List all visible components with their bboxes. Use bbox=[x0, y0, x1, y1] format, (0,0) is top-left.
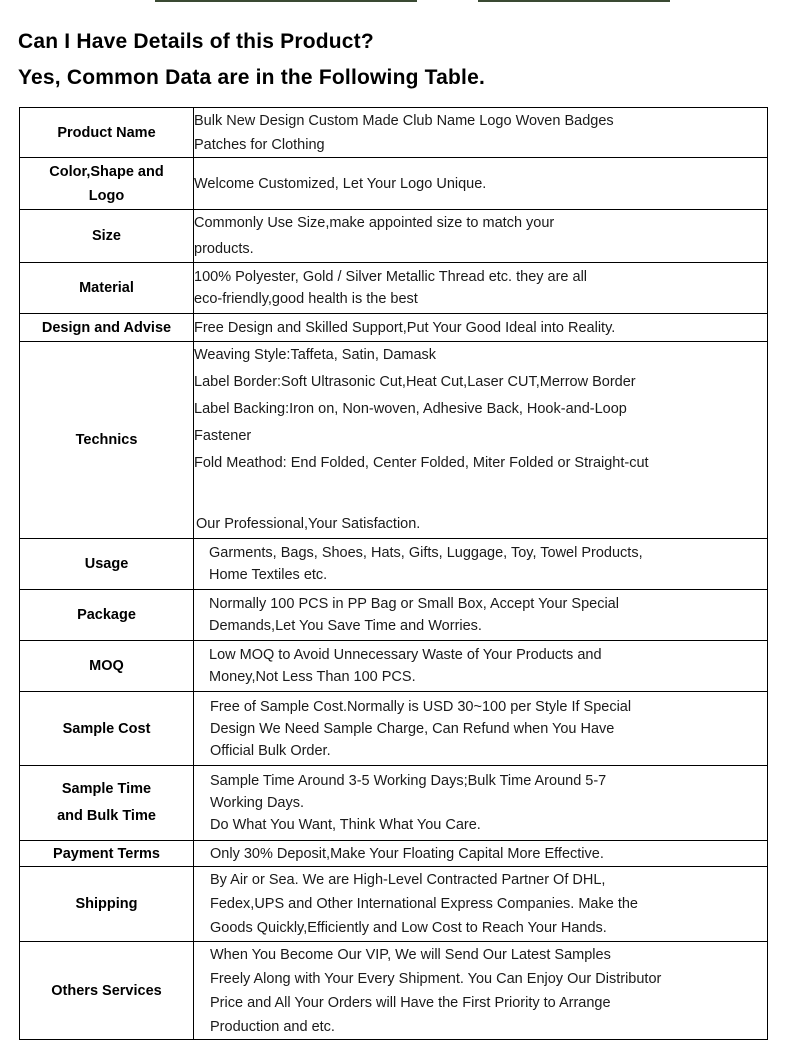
row-value bbox=[194, 590, 768, 641]
value-line: Do What You Want, Think What You Care. bbox=[210, 817, 481, 833]
value-line: Official Bulk Order. bbox=[210, 742, 331, 759]
value-line: eco-friendly,good health is the best bbox=[194, 291, 418, 307]
label-line: and Bulk Time bbox=[57, 808, 156, 824]
value-line: Demands,Let You Save Time and Worries. bbox=[209, 618, 482, 634]
row-value bbox=[194, 942, 768, 1040]
table-row bbox=[20, 942, 768, 1040]
row-label: Material bbox=[20, 263, 194, 314]
value-line: Working Days. bbox=[210, 795, 305, 811]
table-row bbox=[20, 263, 768, 314]
top-image-strip-left bbox=[155, 0, 417, 2]
value-line: Label Backing:Iron on, Non-woven, Adhesive Back, Hook-and-Loop bbox=[194, 401, 627, 417]
row-label: MOQ bbox=[20, 641, 194, 692]
table-row bbox=[20, 692, 768, 766]
table-row bbox=[20, 766, 768, 841]
value-line: Freely Along with Your Every Shipment. You Can Enjoy Our Distributor bbox=[210, 970, 662, 987]
table-row bbox=[20, 841, 768, 867]
value-line: Free of Sample Cost.Normally is USD 30~100 per Style If Special bbox=[210, 698, 632, 715]
row-label: Sample Cost bbox=[20, 692, 194, 766]
top-image-strip-right bbox=[478, 0, 670, 2]
table-row bbox=[20, 641, 768, 692]
value-line: Only 30% Deposit,Make Your Floating Capital More Effective. bbox=[210, 845, 604, 862]
value-line: Free Design and Skilled Support,Put Your Good Ideal into Reality. bbox=[194, 319, 616, 336]
row-value bbox=[194, 158, 768, 210]
value-line: By Air or Sea. We are High-Level Contracted Partner Of DHL, bbox=[210, 872, 606, 888]
row-value bbox=[194, 342, 768, 539]
value-line: Sample Time Around 3-5 Working Days;Bulk Time Around 5-7 bbox=[210, 773, 607, 789]
value-line: Garments, Bags, Shoes, Hats, Gifts, Luggage, Toy, Towel Products, bbox=[209, 545, 643, 561]
row-value bbox=[194, 766, 768, 841]
row-label: Design and Advise bbox=[20, 314, 194, 342]
value-line: Design We Need Sample Charge, Can Refund when You Have bbox=[210, 720, 615, 737]
value-line: Price and All Your Orders will Have the First Priority to Arrange bbox=[210, 994, 611, 1011]
value-line: Money,Not Less Than 100 PCS. bbox=[209, 669, 416, 685]
label-line: Sample Time bbox=[61, 781, 152, 797]
row-label: Payment Terms bbox=[20, 841, 194, 867]
value-line: Home Textiles etc. bbox=[209, 567, 328, 583]
row-value bbox=[194, 108, 768, 158]
row-value bbox=[194, 841, 768, 867]
value-line: products. bbox=[194, 241, 254, 257]
row-label: Size bbox=[20, 210, 194, 263]
row-label bbox=[20, 766, 194, 841]
row-label: Color,Shape and Logo bbox=[20, 158, 194, 210]
row-value bbox=[194, 210, 768, 263]
table-row bbox=[20, 108, 768, 158]
value-line: Welcome Customized, Let Your Logo Unique. bbox=[194, 175, 487, 192]
row-label: Others Services bbox=[20, 942, 194, 1040]
row-label: Product Name bbox=[20, 108, 194, 158]
page-subtitle: Yes, Common Data are in the Following Table. bbox=[18, 66, 485, 89]
page-title: Can I Have Details of this Product? bbox=[18, 30, 374, 53]
value-line: Our Professional,Your Satisfaction. bbox=[196, 516, 421, 532]
value-line: Fedex,UPS and Other International Express Companies. Make the bbox=[210, 896, 638, 912]
value-line: 100% Polyester, Gold / Silver Metallic Thread etc. they are all bbox=[194, 269, 588, 285]
table-row bbox=[20, 867, 768, 942]
row-label: Package bbox=[20, 590, 194, 641]
spacer bbox=[194, 477, 767, 511]
value-line: Goods Quickly,Efficiently and Low Cost to Reach Your Hands. bbox=[210, 920, 607, 936]
table-row bbox=[20, 539, 768, 590]
value-line: When You Become Our VIP, We will Send Our Latest Samples bbox=[210, 946, 611, 963]
value-line: Production and etc. bbox=[210, 1018, 335, 1035]
value-line: Fold Meathod: End Folded, Center Folded, Miter Folded or Straight-cut bbox=[194, 455, 649, 471]
row-value bbox=[194, 263, 768, 314]
row-value bbox=[194, 867, 768, 942]
table-row bbox=[20, 158, 768, 210]
value-line: Low MOQ to Avoid Unnecessary Waste of Your Products and bbox=[209, 647, 602, 663]
value-line: Fastener bbox=[194, 428, 252, 444]
value-line: Label Border:Soft Ultrasonic Cut,Heat Cut,Laser CUT,Merrow Border bbox=[194, 374, 636, 390]
value-line: Normally 100 PCS in PP Bag or Small Box, Accept Your Special bbox=[209, 596, 619, 612]
row-value bbox=[194, 314, 768, 342]
table-row bbox=[20, 590, 768, 641]
row-value bbox=[194, 692, 768, 766]
row-label: Technics bbox=[20, 342, 194, 539]
table-row bbox=[20, 342, 768, 539]
row-value bbox=[194, 539, 768, 590]
table-row bbox=[20, 314, 768, 342]
value-line: Patches for Clothing bbox=[194, 136, 325, 153]
value-line: Weaving Style:Taffeta, Satin, Damask bbox=[194, 347, 437, 363]
row-label: Shipping bbox=[20, 867, 194, 942]
row-value bbox=[194, 641, 768, 692]
value-line: Bulk New Design Custom Made Club Name Logo Woven Badges bbox=[194, 112, 614, 129]
row-label: Usage bbox=[20, 539, 194, 590]
spec-table bbox=[19, 107, 768, 1040]
value-line: Commonly Use Size,make appointed size to match your bbox=[194, 215, 555, 231]
table-row bbox=[20, 210, 768, 263]
